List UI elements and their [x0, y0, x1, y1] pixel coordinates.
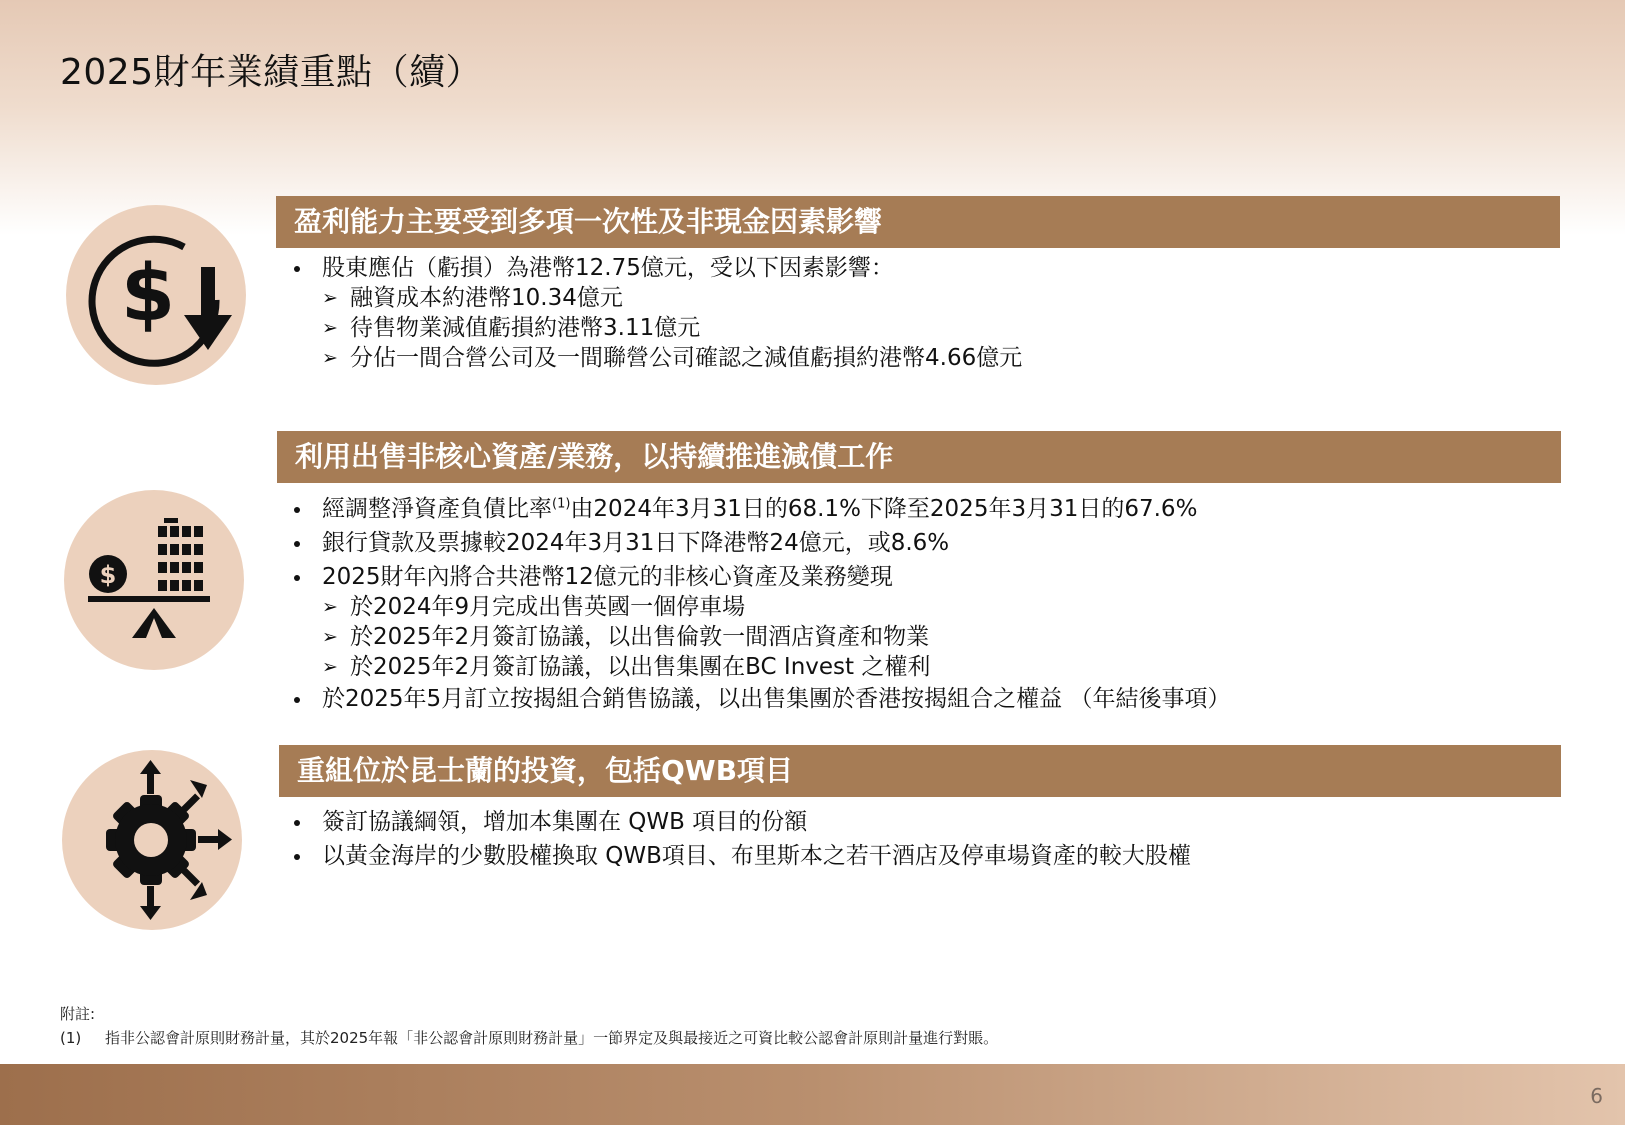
svg-text:$: $ — [120, 249, 176, 339]
arrowhead-bullet-icon: ➢ — [322, 656, 338, 678]
list-item: 2025財年內將合共港幣12億元的非核心資產及業務變現 — [290, 562, 1230, 592]
footnote-item: (1) 指非公認會計原則財務計量，其於2025年報「非公認會計原則財務計量」一節界定及與最接近之可資比較公認會計原則計量進行對賬。 — [60, 1029, 999, 1047]
list-item: 以黃金海岸的少數股權換取 QWB項目、布里斯本之若干酒店及停車場資產的較大股權 — [290, 841, 1191, 871]
section-heading-deleveraging: 利用出售非核心資產/業務，以持續推進減債工作 — [277, 431, 1561, 483]
list-subitem: ➢ 待售物業減值虧損約港幣3.11億元 — [322, 315, 701, 341]
list-subitem: ➢ 於2025年2月簽訂協議，以出售集團在BC Invest 之權利 — [322, 654, 931, 680]
footnote-label: 附註: — [60, 1005, 96, 1023]
section-list-queensland — [290, 807, 1191, 871]
list-subitem: ➢ 分佔一間合營公司及一間聯營公司確認之減值虧損約港幣4.66億元 — [322, 345, 1023, 371]
section-heading-profitability: 盈利能力主要受到多項一次性及非現金因素影響 — [276, 196, 1560, 248]
list-item: 銀行貸款及票據較2024年3月31日下降港幣24億元，或8.6% — [290, 528, 1230, 558]
page-number: 6 — [1590, 1084, 1603, 1108]
list-subitem: ➢ 於2025年2月簽訂協議，以出售倫敦一間酒店資產和物業 — [322, 624, 930, 650]
list-item: 於2025年5月訂立按揭組合銷售協議，以出售集團於香港按揭組合之權益 （年結後事項） — [290, 684, 1230, 714]
page-title: 2025財年業績重點（續） — [60, 52, 483, 93]
section-heading-queensland: 重組位於昆士蘭的投資，包括QWB項目 — [279, 745, 1561, 797]
footnotes — [60, 1002, 998, 1050]
list-subitem: ➢ 於2024年9月完成出售英國一個停車場 — [322, 594, 746, 620]
list-item: 簽訂協議綱領，增加本集團在 QWB 項目的份額 — [290, 807, 1191, 837]
list-item: 股東應佔（虧損）為港幣12.75億元，受以下因素影響： — [290, 253, 1022, 283]
section-list-profitability — [290, 253, 1022, 373]
dollar-down-arrow-icon — [66, 205, 246, 385]
arrowhead-bullet-icon: ➢ — [322, 596, 338, 618]
gear-arrows-icon — [62, 750, 242, 930]
footer-bar — [0, 1064, 1625, 1125]
balance-scale-icon — [64, 490, 244, 670]
list-item: 經調整淨資產負債比率$^{(1)}$由2024年3月31日的68.1%下降至2025年3月31日的67.6% — [290, 494, 1230, 524]
arrowhead-bullet-icon: ➢ — [322, 287, 338, 309]
section-list-deleveraging — [290, 494, 1230, 714]
arrowhead-bullet-icon: ➢ — [322, 626, 338, 648]
arrowhead-bullet-icon: ➢ — [322, 317, 338, 339]
arrowhead-bullet-icon: ➢ — [322, 347, 338, 369]
list-subitem: ➢ 融資成本約港幣10.34億元 — [322, 285, 623, 311]
svg-text:$: $ — [99, 561, 117, 589]
